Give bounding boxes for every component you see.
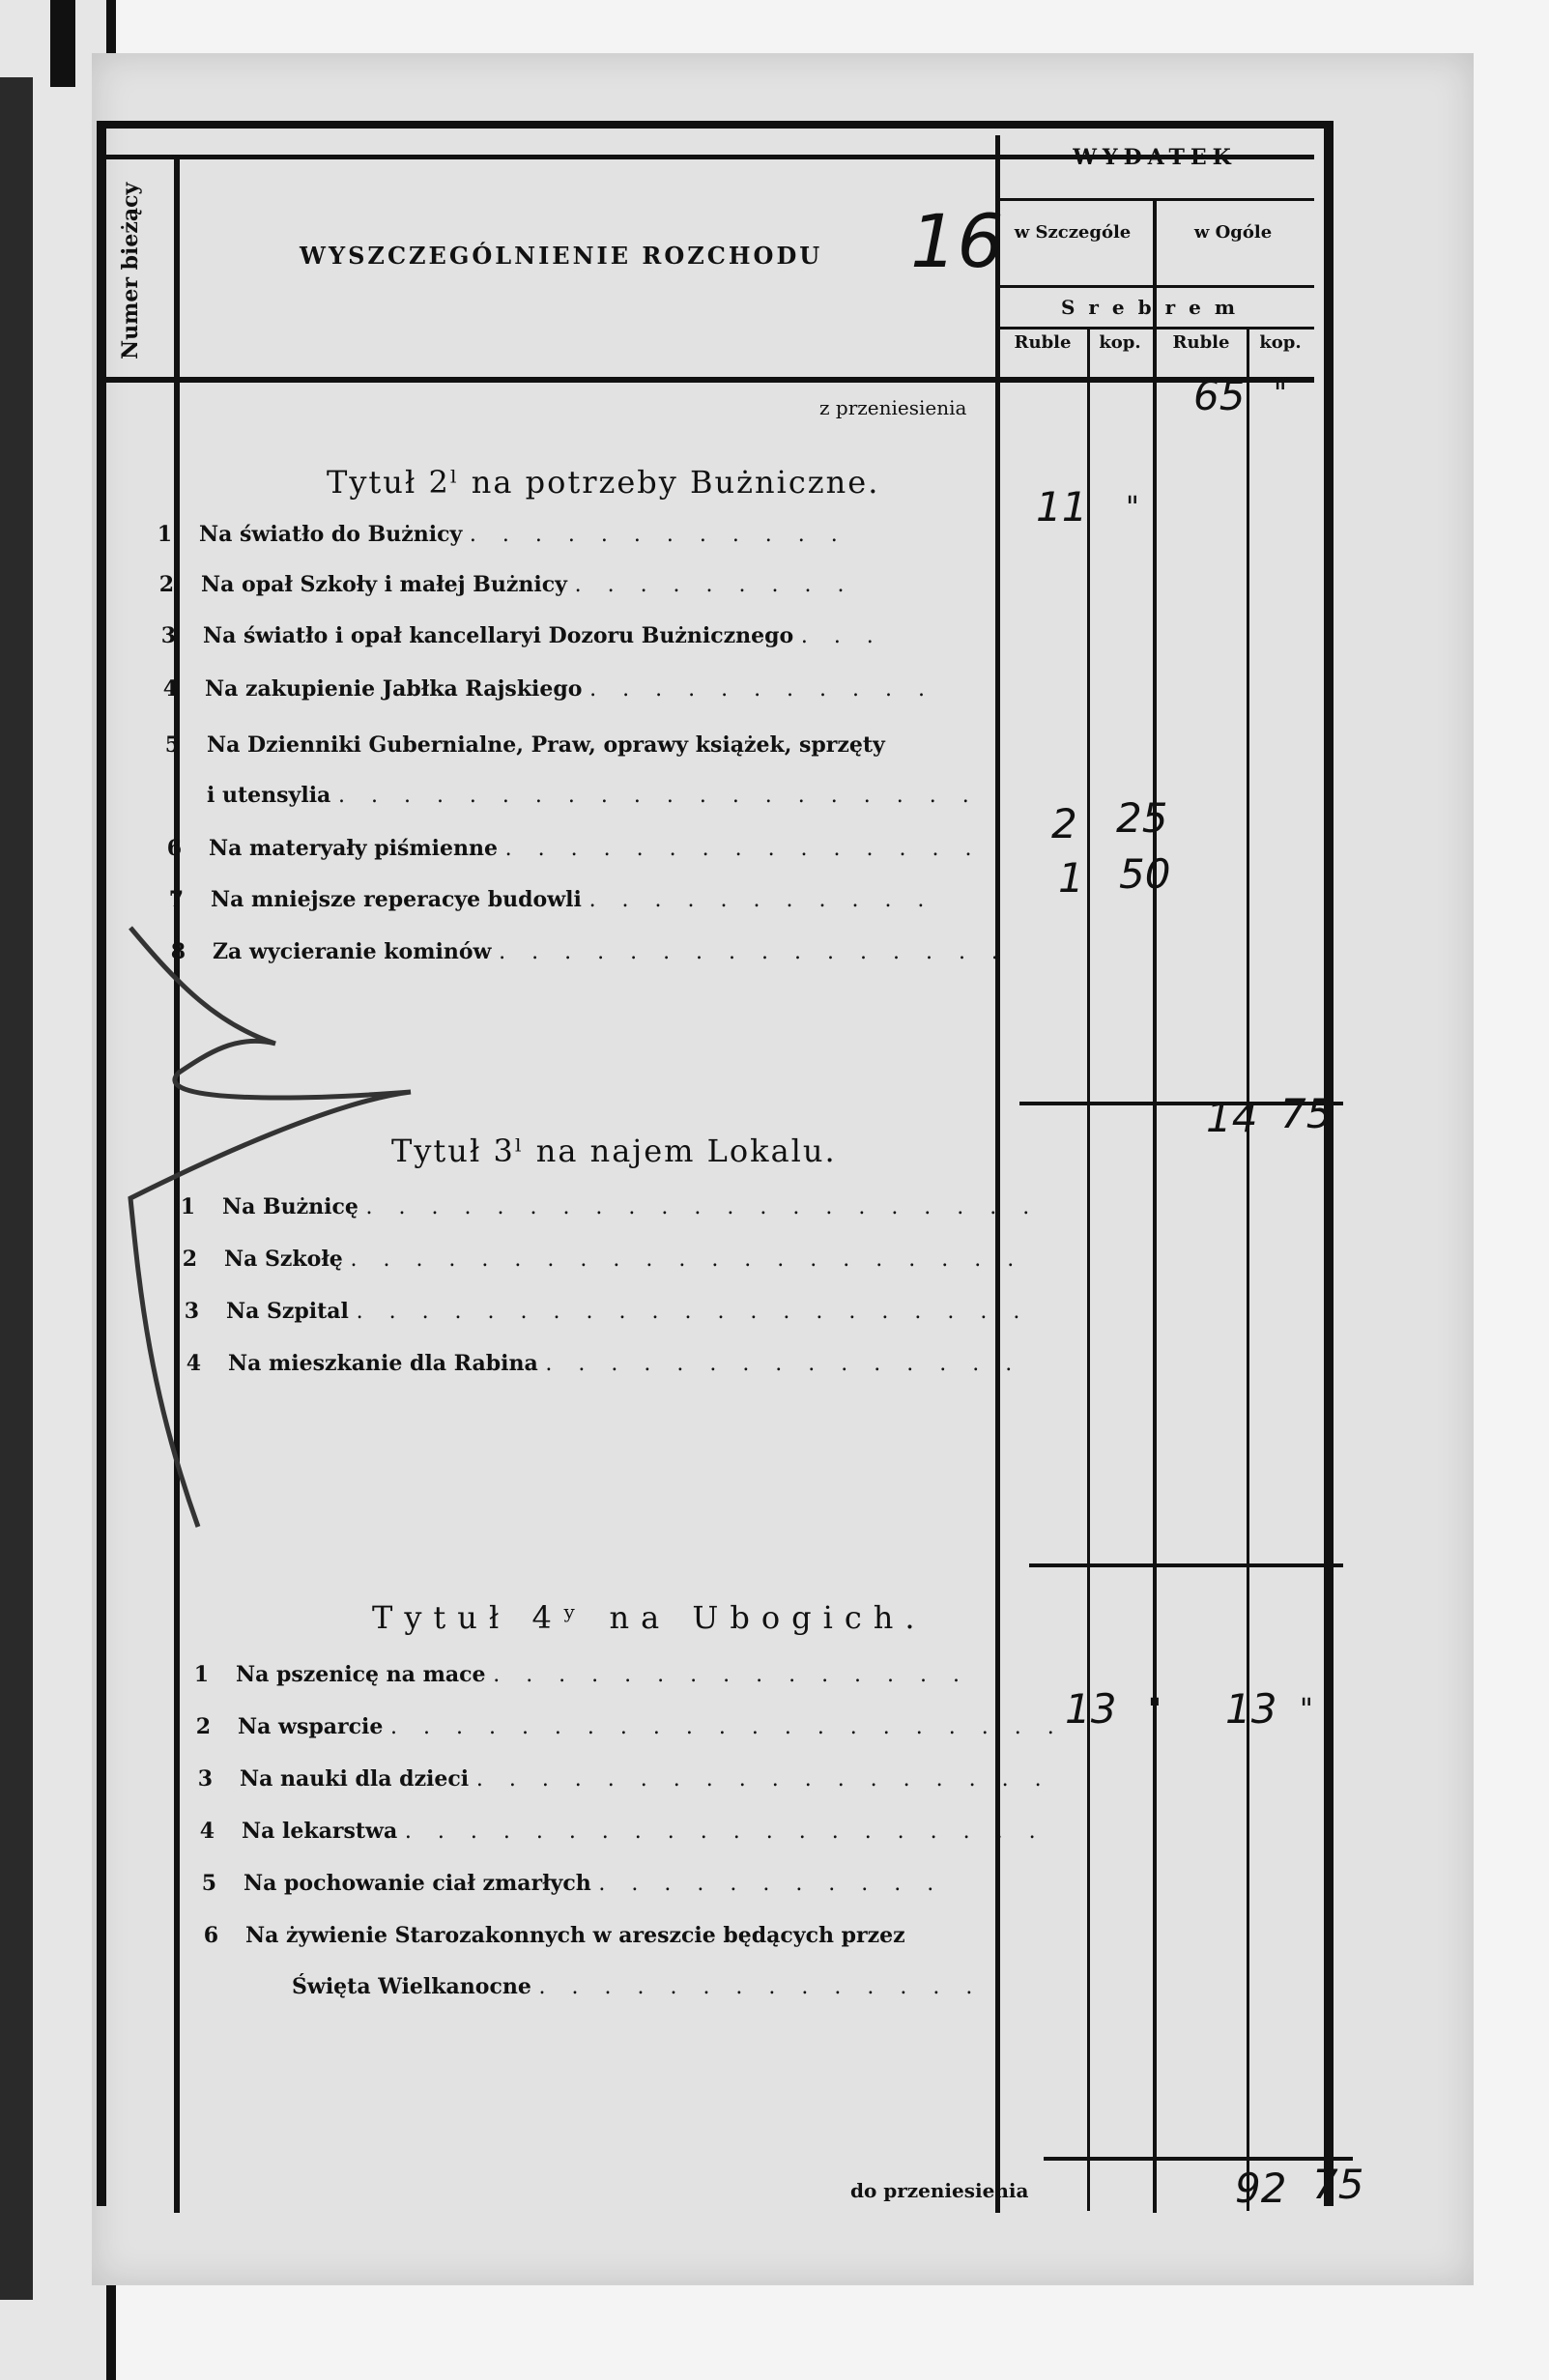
list-item: 1 Na pszenicę na mace . . . . . . . . . . . . . . . [193, 1662, 970, 1687]
amount-rub: 13 [1065, 1685, 1117, 1733]
page-title: WYSZCZEGÓLNIENIE ROZCHODU [300, 242, 823, 270]
binding-clip [50, 0, 75, 87]
amount-kop: " [1148, 1693, 1162, 1727]
list-item: 5 Na pochowanie ciał zmarłych . . . . . . . . . . . [201, 1871, 944, 1896]
total-kop: " [1300, 1693, 1313, 1727]
amount-rub: 2 [1051, 800, 1077, 847]
rule-sec3-total [1029, 1563, 1343, 1567]
carry-out-rub: 92 [1235, 2165, 1287, 2212]
rule-mid [1153, 198, 1157, 2213]
list-item: 3 Na Szpital . . . . . . . . . . . . . . . . . . . . . [184, 1299, 1030, 1324]
rule-final [1044, 2157, 1353, 2161]
list-item: 2 Na wsparcie . . . . . . . . . . . . . . . . . . . . . [195, 1714, 1064, 1739]
list-item: 2 Na opał Szkoły i małej Bużnicy . . . . . . . . . [158, 572, 854, 597]
binding-shadow [0, 77, 33, 2300]
rule-header-bottom [106, 377, 1314, 383]
list-item: 5 Na Dzienniki Gubernialne, Praw, oprawy książek, sprzęty [164, 732, 885, 758]
carry-in-kop: " [1274, 377, 1287, 411]
list-item: 6 Na materyały piśmienne . . . . . . . . . . . . . . . [166, 836, 982, 861]
handwritten-page-number: 16 [910, 198, 1004, 284]
list-item: 6 Na żywienie Starozakonnych w areszcie będących przez [203, 1923, 905, 1948]
section-total-kop: 75 [1280, 1090, 1333, 1137]
amount-rub: 1 [1058, 854, 1084, 902]
section-title-2: Tytuł 2ˡ na potrzeby Bużniczne. [327, 464, 880, 501]
amount-kop: " [1126, 491, 1139, 525]
unit-kop-2: kop. [1259, 332, 1302, 353]
amount-kop: 50 [1119, 850, 1171, 898]
unit-ruble-2: Ruble [1172, 332, 1230, 353]
list-item: 1 Na światło do Bużnicy . . . . . . . . . . . . [157, 522, 847, 547]
total-rub: 13 [1225, 1685, 1277, 1733]
rule-kop2 [1247, 327, 1249, 2211]
amount-kop: 25 [1116, 794, 1168, 842]
section-total-rub: 14 [1206, 1094, 1258, 1141]
side-label: Numer bieżący [118, 182, 143, 359]
list-item: 2 Na Szkołę . . . . . . . . . . . . . . . . . . . . . [182, 1247, 1024, 1272]
rule-kop1 [1087, 327, 1090, 2211]
carry-in-label: z przeniesienia [819, 396, 967, 419]
w-szczegole-header: w Szczególe [1014, 222, 1132, 243]
list-item: 4 Na mieszkanie dla Rabina . . . . . . . . . . . . . . . [186, 1351, 1022, 1376]
list-item: 4 Na zakupienie Jabłka Rajskiego . . . . . . . . . . . [162, 676, 934, 702]
section-title-3: Tytuł 3ˡ na najem Lokalu. [391, 1133, 837, 1169]
list-item: Święta Wielkanocne . . . . . . . . . . . . . . [292, 1974, 983, 1999]
unit-kop-1: kop. [1099, 332, 1141, 353]
list-item: 7 Na mniejsze reperacye budowli . . . . . . . . . . . [168, 887, 934, 912]
list-item: 3 Na nauki dla dzieci . . . . . . . . . . . . . . . . . . [197, 1766, 1051, 1792]
carry-in-rub: 65 [1193, 372, 1246, 419]
list-item: 4 Na lekarstwa . . . . . . . . . . . . . . . . . . . . [199, 1819, 1046, 1844]
carry-out-label: do przeniesienia [850, 2179, 1029, 2202]
wydatek-header: WYDATEK [1073, 145, 1237, 170]
list-item: 8 Za wycieranie kominów . . . . . . . . . . . . . . . . [170, 939, 1008, 964]
list-item: 1 Na Bużnicę . . . . . . . . . . . . . . . . . . . . . [180, 1194, 1040, 1219]
binding-thread [92, 908, 478, 1585]
unit-ruble-1: Ruble [1014, 332, 1072, 353]
section-title-4: Tytuł 4ʸ na Ubogich. [372, 1599, 927, 1636]
list-item: 3 Na światło i opał kancellaryi Dozoru Bużnicznego . . . [160, 623, 883, 648]
srebrem-header: Srebrem [1060, 296, 1249, 319]
rule-desc-right [995, 135, 1000, 2213]
amount-rub: 11 [1036, 483, 1088, 530]
list-item: i utensylia . . . . . . . . . . . . . . . . . . . . [207, 783, 979, 808]
carry-out-kop: 75 [1312, 2161, 1364, 2208]
w-ogole-header: w Ogóle [1193, 222, 1273, 243]
